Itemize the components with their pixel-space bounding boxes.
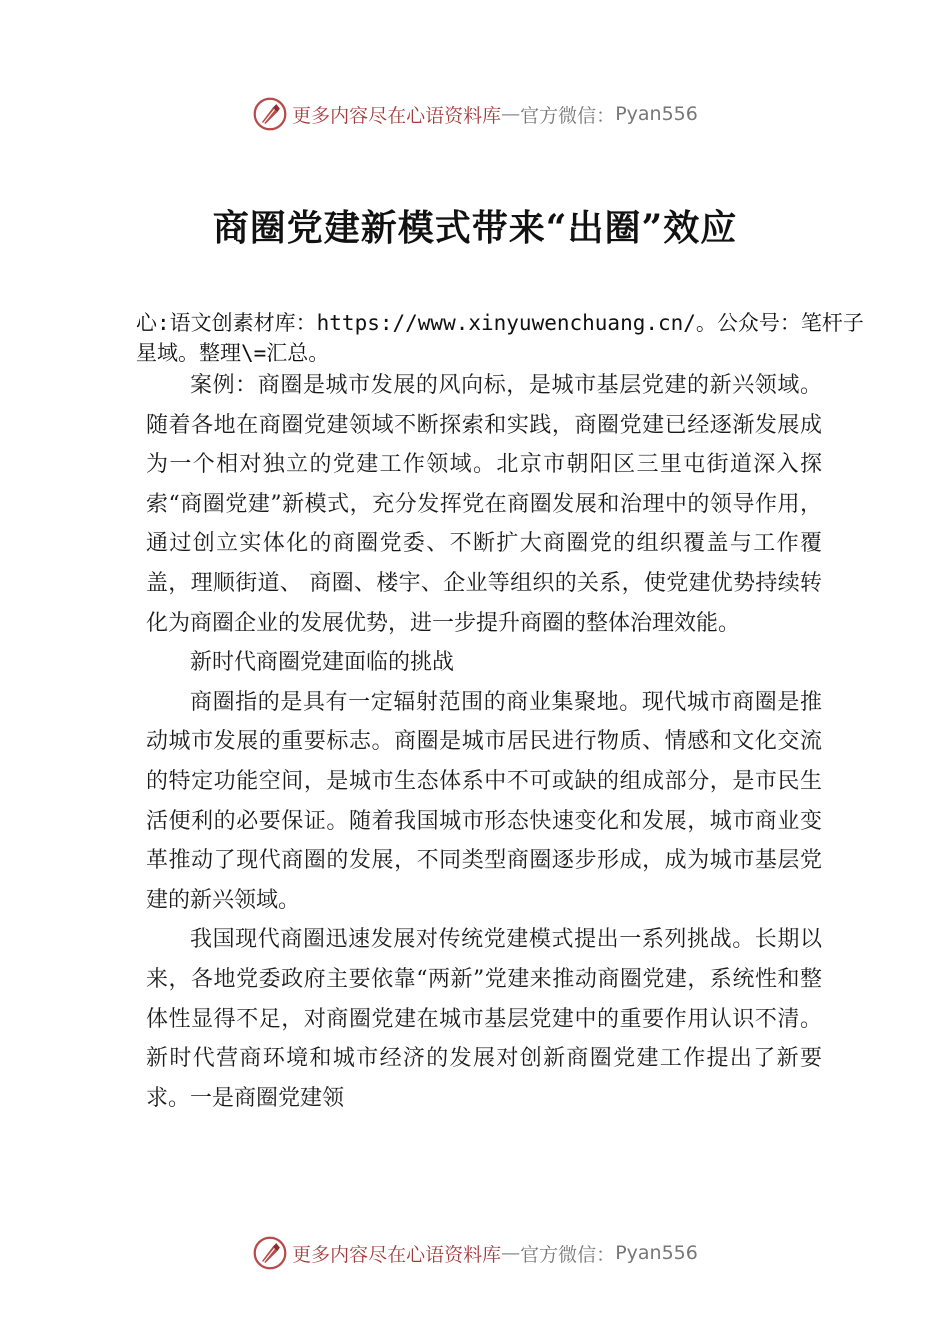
banner-wechat-id: Pyan556	[615, 1242, 698, 1264]
document-title: 商圈党建新模式带来“出圈”效应	[212, 207, 738, 249]
paragraph-definition: 商圈指的是具有一定辐射范围的商业集聚地。现代城市商圈是推动城市发展的重要标志。商圈是城市居民进行物质、情感和文化交流的特定功能空间，是城市生态体系中不可或缺的组成部分，是市民生活便利的必要保证。随着我国城市形态快速变化和发展，城市商业变革推动了现代商圈的发展，不同类型商圈逐步形成，成为城市基层党建的新兴领域。	[146, 689, 822, 913]
banner-text: 更多内容尽在心语资料库	[292, 104, 502, 127]
banner-wechat-label: 官方微信：	[520, 104, 616, 127]
source-note: 心:语文创素材库：https://www.xinyuwenchuang.cn/。公众号：笔杆子星域。整理\=汇总。	[136, 311, 864, 365]
banner-text: 更多内容尽在心语资料库	[292, 1243, 502, 1266]
pen-nib-logo-icon	[252, 96, 288, 132]
banner-wechat-id: Pyan556	[615, 103, 698, 125]
paragraph-case: 案例：商圈是城市发展的风向标，是城市基层党建的新兴领域。随着各地在商圈党建领域不断探索和实践，商圈党建已经逐渐发展成为一个相对独立的党建工作领域。北京市朝阳区三里屯街道深入探索“商圈党建”新模式，充分发挥党在商圈发展和治理中的领导作用，通过创立实体化的商圈党委、不断扩大商圈党的组织覆盖与工作覆盖，理顺街道、 商圈、楼宇、企业等组织的关系，使党建优势持续转化为商圈企业的发展优势，进一步提升商圈的整体治理效能。	[146, 373, 822, 636]
header-banner	[0, 94, 950, 134]
section-heading: 新时代商圈党建面临的挑战	[190, 650, 455, 676]
banner-wechat-label: 官方微信：	[520, 1243, 616, 1266]
banner-separator: —	[501, 1242, 521, 1264]
document-body	[146, 366, 822, 1118]
footer-banner	[0, 1233, 950, 1273]
banner-separator: —	[501, 103, 521, 125]
paragraph-challenges: 我国现代商圈迅速发展对传统党建模式提出一系列挑战。长期以来，各地党委政府主要依靠“两新”党建来推动商圈党建，系统性和整体性显得不足，对商圈党建在城市基层党建中的重要作用认识不清。新时代营商环境和城市经济的发展对创新商圈党建工作提出了新要求。一是商圈党建领	[146, 927, 822, 1111]
pen-nib-logo-icon	[252, 1235, 288, 1271]
